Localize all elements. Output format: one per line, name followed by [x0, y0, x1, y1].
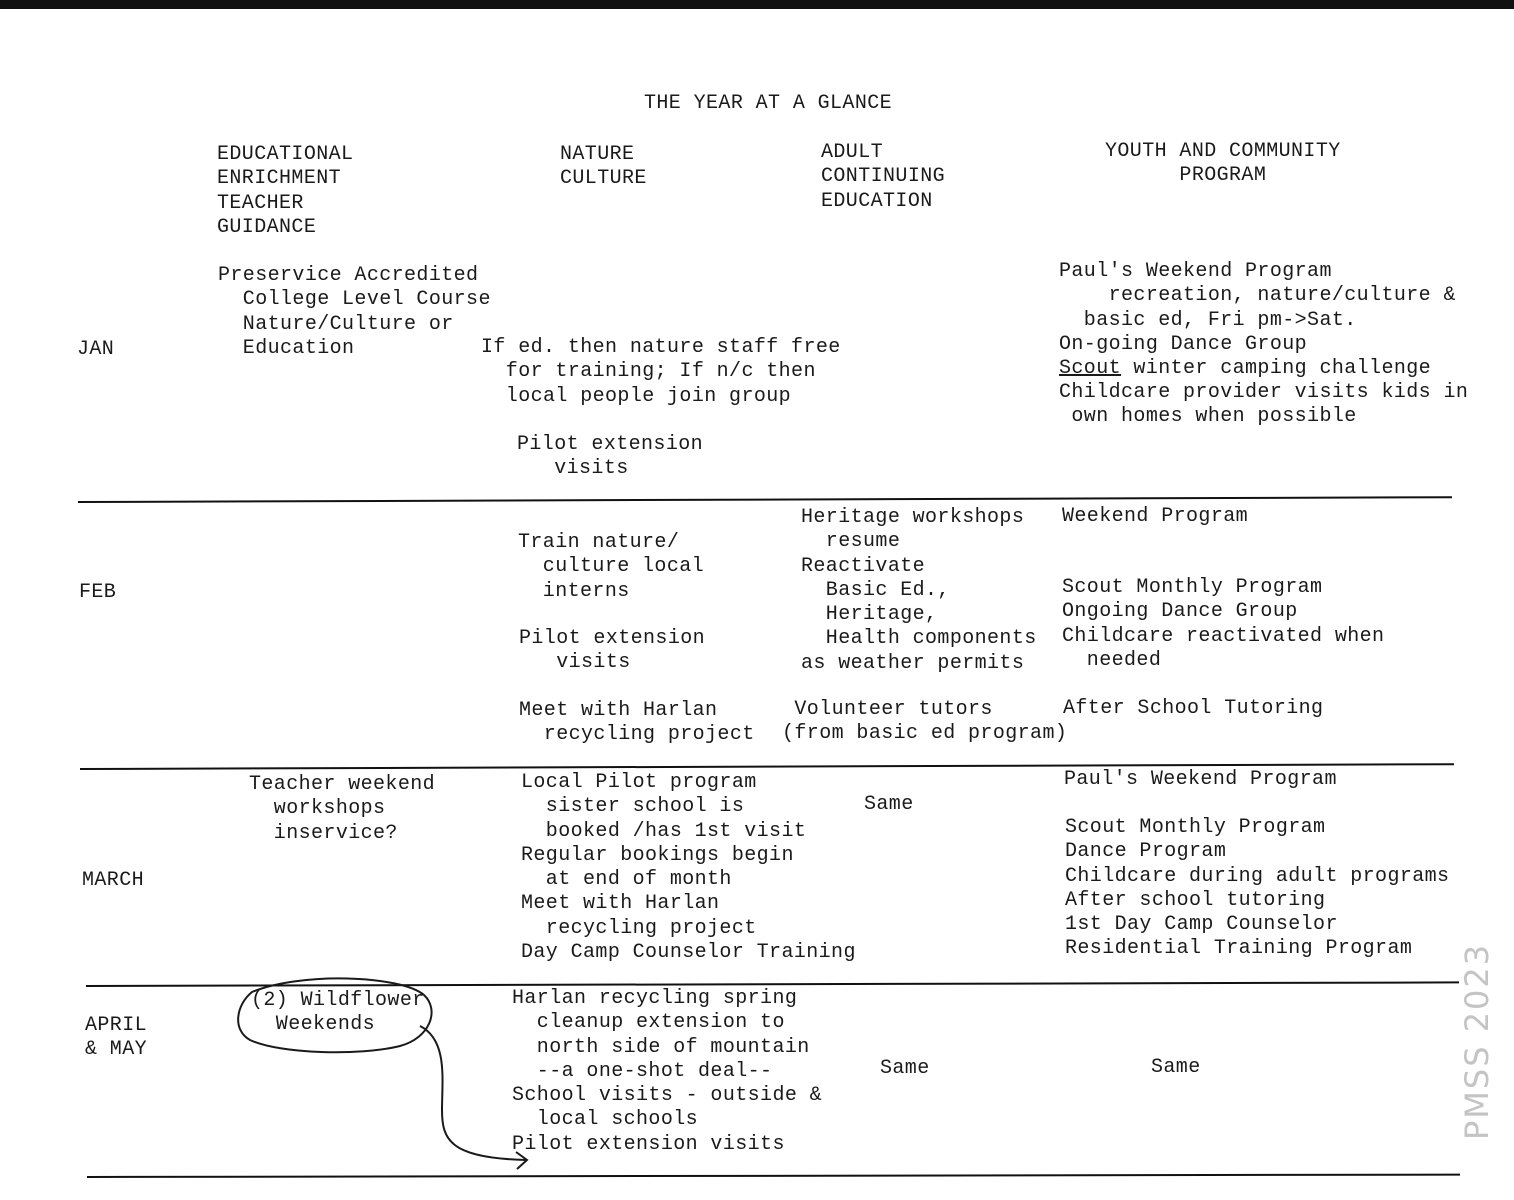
- march-youth-text: Scout Monthly Program Dance Program Childcare during adult programs After school tutoring 1st Day Camp Counselor Residential Training Program: [1065, 816, 1450, 961]
- wildflower-circle: [238, 978, 431, 1052]
- april-youth-same: Same: [1151, 1056, 1201, 1079]
- header-educational-enrichment: EDUCATIONAL ENRICHMENT TEACHER GUIDANCE: [217, 143, 354, 239]
- page-title: THE YEAR AT A GLANCE: [644, 92, 893, 115]
- feb-youth-weekend-text: Weekend Program: [1062, 505, 1249, 528]
- pmss-watermark: PMSS 2023: [1458, 942, 1496, 1140]
- header-youth-community-program: YOUTH AND COMMUNITY PROGRAM: [1105, 140, 1341, 188]
- jan-educational-text: Preservice Accredited College Level Course Nature/Culture or Education: [218, 264, 491, 360]
- feb-adult-text: Heritage workshops resume Reactivate Basic Ed., Heritage, Health components as weather permits: [801, 506, 1037, 675]
- march-educational-text: Teacher weekend workshops inservice?: [249, 773, 436, 845]
- march-youth-weekend-text: Paul's Weekend Program: [1064, 768, 1337, 791]
- scout-underlined-word: Scout: [1059, 357, 1122, 380]
- april-adult-same: Same: [880, 1057, 930, 1080]
- feb-youth-tutoring-text: After School Tutoring: [1063, 697, 1324, 720]
- feb-nature-train-text: Train nature/ culture local interns: [518, 531, 705, 603]
- month-label-april-may: APRIL & MAY: [85, 1014, 148, 1062]
- month-label-jan: JAN: [77, 338, 115, 361]
- march-nature-text: Local Pilot program sister school is booked /has 1st visit Regular bookings begin at end of month Meet with Harlan recycling project Day Camp Counselor Training: [521, 771, 856, 965]
- jan-youth-childcare-text: Childcare provider visits kids in own homes when possible: [1059, 381, 1469, 429]
- april-educational-text: (2) Wildflower Weekends: [251, 989, 425, 1037]
- march-adult-same: Same: [864, 793, 914, 816]
- feb-nature-harlan-text: Meet with Harlan recycling project: [519, 699, 755, 747]
- month-label-march: MARCH: [82, 869, 145, 892]
- feb-nature-pilot-text: Pilot extension visits: [519, 627, 706, 675]
- feb-youth-text: Scout Monthly Program Ongoing Dance Group Childcare reactivated when needed: [1062, 576, 1385, 672]
- header-adult-continuing-education: ADULT CONTINUING EDUCATION: [821, 141, 946, 213]
- jan-nature-text: If ed. then nature staff free for training; If n/c then local people join group: [481, 336, 841, 408]
- jan-youth-text: Paul's Weekend Program recreation, nature/culture & basic ed, Fri pm->Sat. On-going Dance Group: [1059, 260, 1456, 356]
- month-label-feb: FEB: [79, 581, 117, 604]
- feb-adult-tutors-text: Volunteer tutors (from basic ed program): [782, 698, 1068, 746]
- jan-nature-pilot-text: Pilot extension visits: [517, 433, 704, 481]
- april-nature-text: Harlan recycling spring cleanup extension to north side of mountain --a one-shot deal-- School visits - outside & local schools Pilot extension visits: [512, 987, 823, 1156]
- annotation-arrow-line: [420, 1026, 526, 1160]
- header-nature-culture: NATURE CULTURE: [560, 143, 647, 191]
- scout-line-rest: winter camping challenge: [1121, 357, 1432, 380]
